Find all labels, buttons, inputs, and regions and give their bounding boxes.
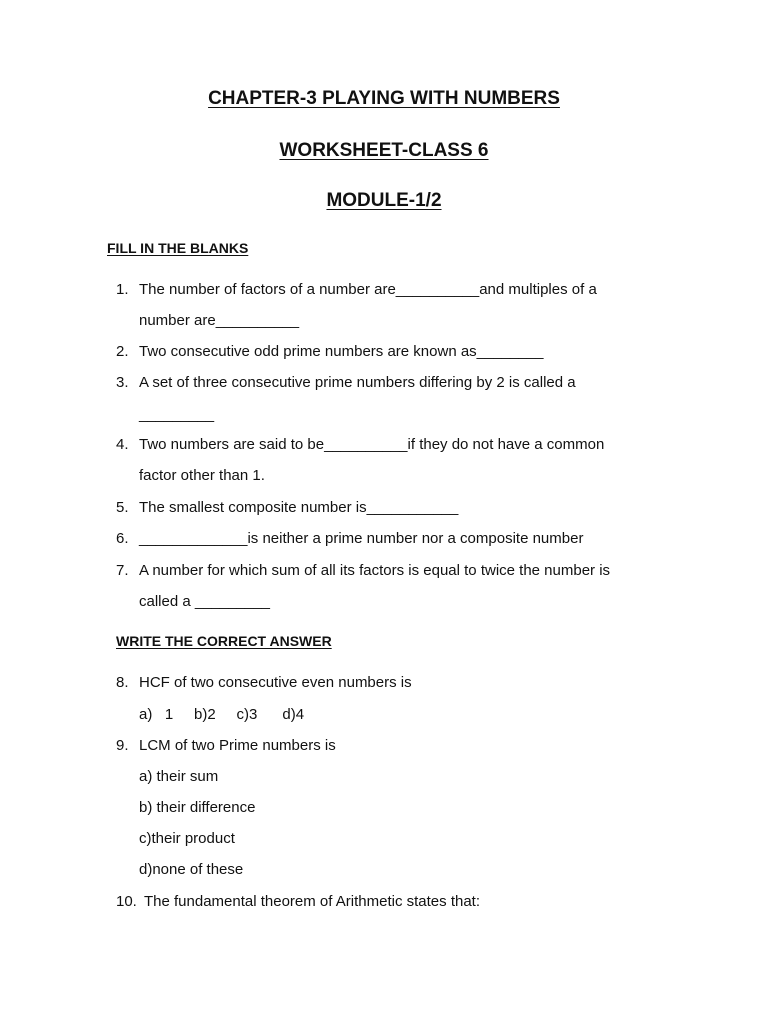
question-number: 4. (116, 436, 129, 453)
chapter-title: CHAPTER-3 PLAYING WITH NUMBERS (208, 88, 560, 109)
question-text: The fundamental theorem of Arithmetic states that: (144, 893, 481, 910)
question-text: LCM of two Prime numbers is (139, 737, 336, 754)
answer-option: d)none of these (139, 861, 244, 878)
question-text: The smallest composite number is___________ (139, 499, 459, 516)
worksheet-title: WORKSHEET-CLASS 6 (279, 140, 489, 161)
section-write-the-correct-answer: WRITE THE CORRECT ANSWER (116, 633, 332, 649)
question-text: HCF of two consecutive even numbers is (139, 674, 412, 691)
answer-options: a) 1 b)2 c)3 d)4 (139, 706, 305, 723)
module-title: MODULE-1/2 (326, 190, 442, 211)
question-number: 5. (116, 499, 129, 516)
question-text: A set of three consecutive prime numbers differing by 2 is called a (139, 374, 576, 391)
question-number: 3. (116, 374, 129, 391)
question-text: The number of factors of a number are__________and multiples of a (139, 281, 597, 298)
question-text: A number for which sum of all its factors is equal to twice the number is (139, 562, 611, 579)
question-number: 9. (116, 737, 129, 754)
answer-option: b) their difference (139, 799, 256, 816)
question-text: called a _________ (139, 593, 270, 610)
answer-option: a) their sum (139, 768, 219, 785)
question-number: 2. (116, 343, 129, 360)
section-fill-in-the-blanks: FILL IN THE BLANKS (107, 240, 249, 256)
question-text: _____________is neither a prime number nor a composite number (139, 530, 584, 547)
question-number: 1. (116, 281, 129, 298)
question-number: 8. (116, 674, 129, 691)
question-text: Two consecutive odd prime numbers are known as________ (139, 343, 544, 360)
question-number: 10. (116, 893, 137, 910)
question-number: 7. (116, 562, 129, 579)
question-text: factor other than 1. (139, 467, 265, 484)
answer-option: c)their product (139, 830, 235, 847)
question-text: Two numbers are said to be__________if they do not have a common (139, 436, 605, 453)
question-text: number are__________ (139, 312, 300, 329)
question-number: 6. (116, 530, 129, 547)
question-text: _________ (139, 406, 215, 423)
